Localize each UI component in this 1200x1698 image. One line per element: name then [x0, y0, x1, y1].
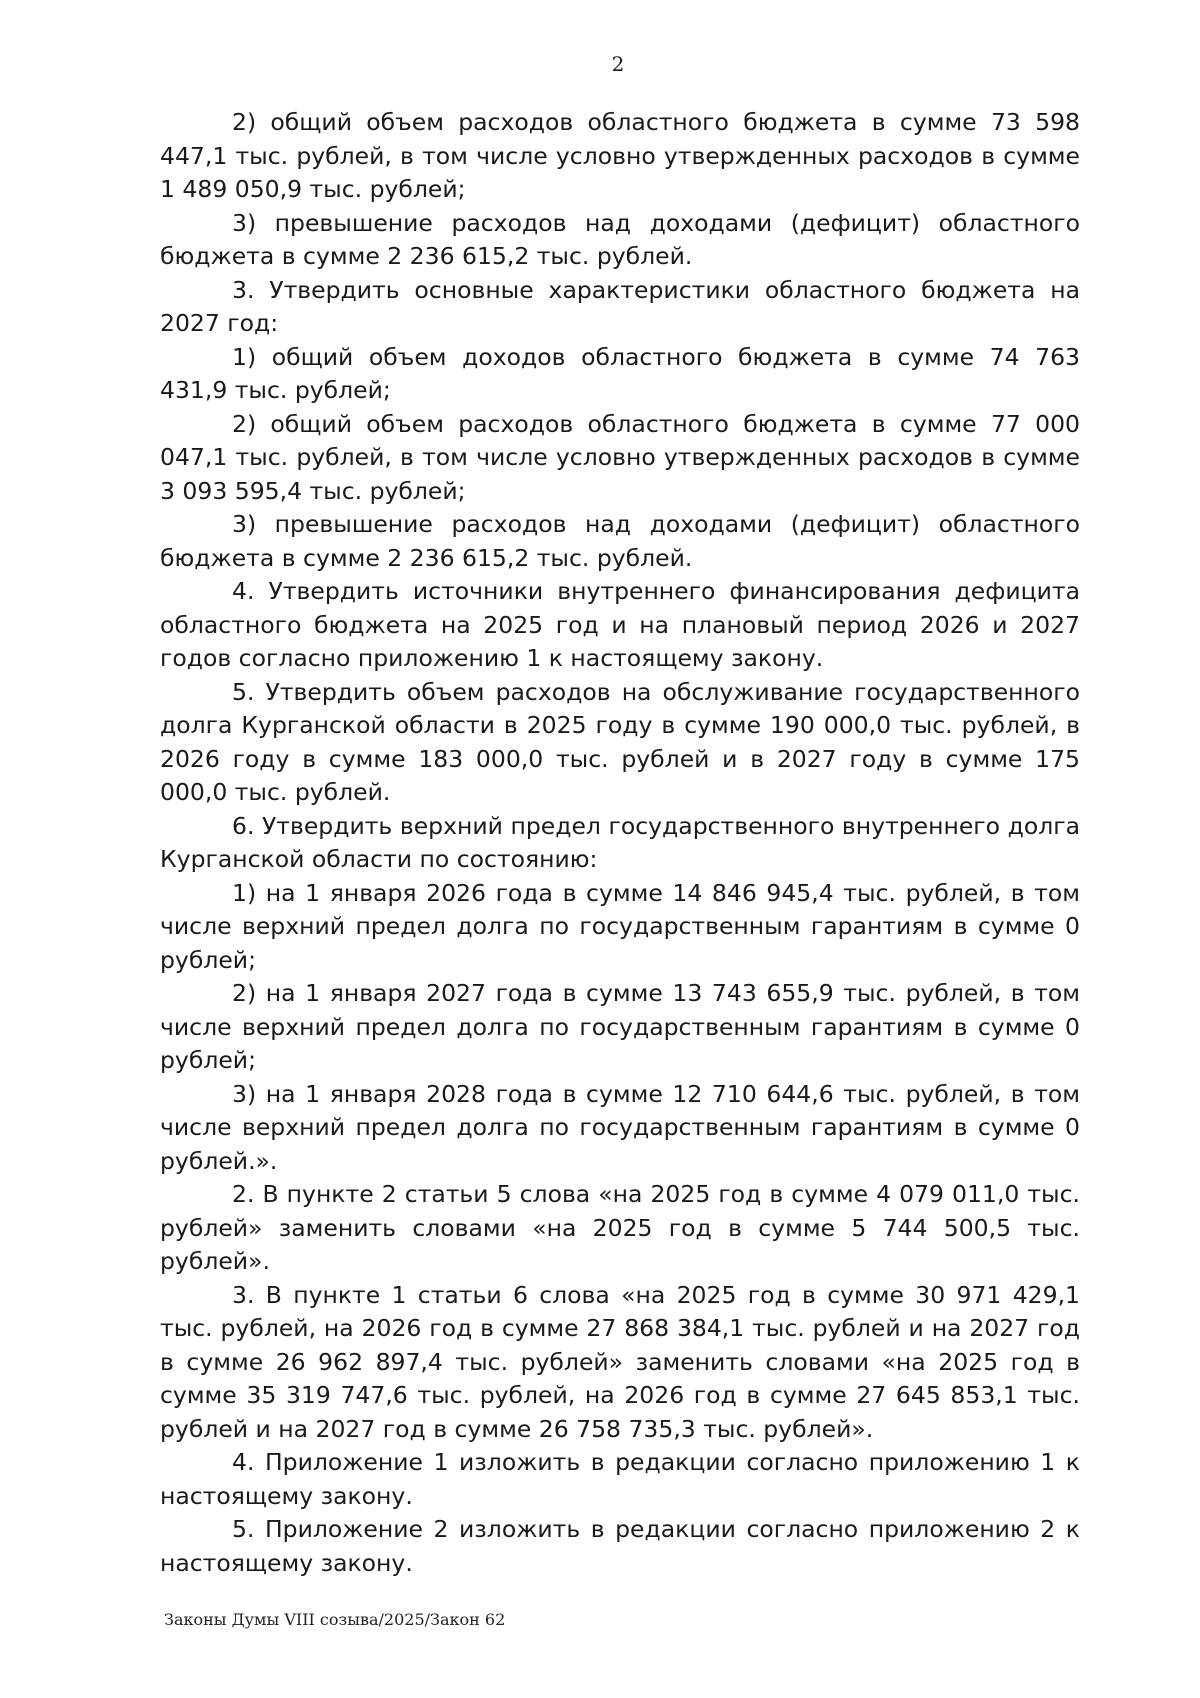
paragraph: 2) на 1 января 2027 года в сумме 13 743 655,9 тыс. рублей, в том числе верхний предел долга по государственным гарантиям в сумме 0 рублей;	[160, 979, 1080, 1074]
paragraph: 5. Утвердить объем расходов на обслуживание государственного долга Курганской области в 2025 году в сумме 190 000,0 тыс. рублей, в 2026 году в сумме 183 000,0 тыс. рублей и в 2027 году в сумме 175 000,0 тыс. рублей.	[160, 677, 1080, 806]
paragraph: 3) превышение расходов над доходами (дефицит) областного бюджета в сумме 2 236 615,2 тыс. рублей.	[160, 510, 1080, 572]
paragraph: 2) общий объем расходов областного бюджета в сумме 73 598 447,1 тыс. рублей, в том числе условно утвержденных расходов в сумме 1 489 050,9 тыс. рублей;	[160, 108, 1080, 203]
paragraph: 3) превышение расходов над доходами (дефицит) областного бюджета в сумме 2 236 615,2 тыс. рублей.	[160, 208, 1080, 270]
paragraph: 4. Приложение 1 изложить в редакции согласно приложению 1 к настоящему закону.	[160, 1448, 1080, 1510]
paragraph: 5. Приложение 2 изложить в редакции согласно приложению 2 к настоящему закону.	[160, 1515, 1080, 1577]
paragraph: 3) на 1 января 2028 года в сумме 12 710 644,6 тыс. рублей, в том числе верхний предел долга по государственным гарантиям в сумме 0 рублей.».	[160, 1079, 1080, 1175]
paragraph: 6. Утвердить верхний предел государственного внутреннего долга Курганской области по состоянию:	[160, 811, 1080, 873]
document-footer: Законы Думы VIII созыва/2025/Закон 62	[164, 1610, 506, 1629]
paragraph: 4. Утвердить источники внутреннего финансирования дефицита областного бюджета на 2025 год и на плановый период 2026 и 2027 годов согласно приложению 1 к настоящему закону.	[160, 577, 1080, 672]
paragraph: 2) общий объем расходов областного бюджета в сумме 77 000 047,1 тыс. рублей, в том числе условно утвержденных расходов в сумме 3 093 595,4 тыс. рублей;	[160, 409, 1080, 505]
document-body	[160, 106, 1080, 1580]
paragraph: 1) на 1 января 2026 года в сумме 14 846 945,4 тыс. рублей, в том числе верхний предел долга по государственным гарантиям в сумме 0 рублей;	[160, 878, 1080, 974]
paragraph: 3. Утвердить основные характеристики областного бюджета на 2027 год:	[160, 275, 1080, 337]
paragraph: 1) общий объем доходов областного бюджета в сумме 74 763 431,9 тыс. рублей;	[160, 342, 1080, 404]
paragraph: 2. В пункте 2 статьи 5 слова «на 2025 год в сумме 4 079 011,0 тыс. рублей» заменить словами «на 2025 год в сумме 5 744 500,5 тыс. рублей».	[160, 1180, 1080, 1275]
page-number: 2	[611, 52, 625, 76]
paragraph: 3. В пункте 1 статьи 6 слова «на 2025 год в сумме 30 971 429,1 тыс. рублей, на 2026 год в сумме 27 868 384,1 тыс. рублей и на 2027 год в сумме 26 962 897,4 тыс. рублей» заменить словами «на 2025 год в сумме 35 319 747,6 тыс. рублей, на 2026 год в сумме 27 645 853,1 тыс. рублей и на 2027 год в сумме 26 758 735,3 тыс. рублей».	[160, 1280, 1080, 1443]
